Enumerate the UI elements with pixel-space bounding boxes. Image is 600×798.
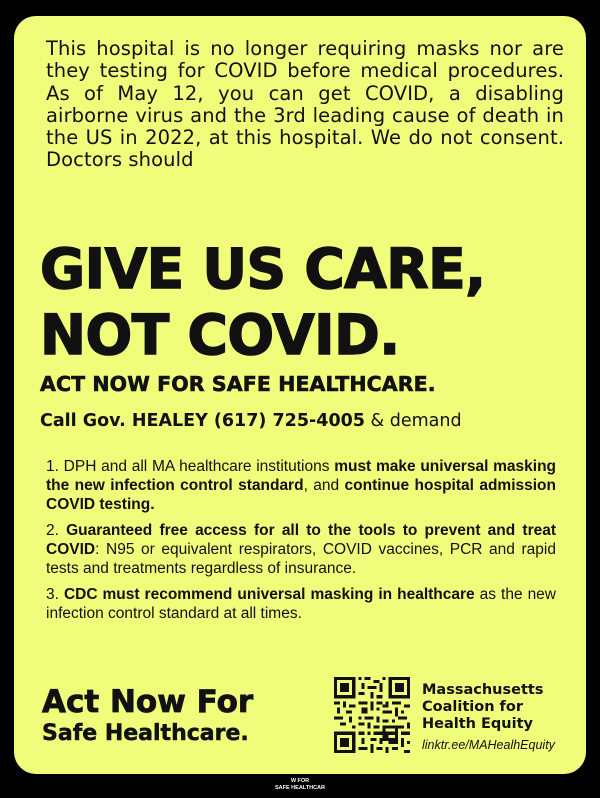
footer-line-2: SAFE HEALTHCAR bbox=[274, 785, 325, 791]
org-name-line-3: Health Equity bbox=[422, 716, 533, 732]
footer-label bbox=[0, 778, 600, 792]
qr-code-icon[interactable] bbox=[334, 677, 410, 753]
demand-text-bold: Guaranteed free access for all to the tools to prevent and treat COVID bbox=[46, 522, 557, 558]
call-line-rest: & demand bbox=[364, 411, 462, 431]
act-now-line-2: Safe Healthcare. bbox=[42, 721, 249, 746]
demand-number: 3. bbox=[46, 586, 64, 603]
call-line-bold: Call Gov. HEALEY (617) 725-4005 bbox=[40, 411, 365, 431]
demand-text-bold: CDC must recommend universal masking in healthcare bbox=[63, 586, 475, 603]
demand-item bbox=[46, 585, 556, 623]
call-line bbox=[40, 411, 580, 431]
demand-number: 1. bbox=[46, 458, 64, 475]
demand-text: : N95 or equivalent respirators, COVID vaccines, PCR and rapid tests and treatments regardless of insurance. bbox=[46, 541, 556, 577]
intro-paragraph: This hospital is no longer requiring masks nor are they testing for COVID before medical procedures. As of May 12, you can get COVID, a disabling airborne virus and the 3rd leading cause of death in the US in 2022, at this hospital. We do not consent. Doctors should bbox=[46, 37, 564, 172]
demand-item bbox=[46, 521, 556, 578]
demand-text: DPH and all MA healthcare institutions bbox=[63, 458, 335, 475]
demand-number: 2. bbox=[46, 522, 67, 539]
poster bbox=[14, 16, 586, 774]
demand-text: as the new infection control standard at all times. bbox=[46, 586, 556, 622]
subhead: ACT NOW FOR SAFE HEALTHCARE. bbox=[40, 372, 436, 396]
headline-line-2: NOT COVID. bbox=[40, 303, 400, 367]
headline-line-1: GIVE US CARE, bbox=[40, 237, 486, 301]
demands-list bbox=[46, 457, 556, 630]
demand-text-bold: must make universal masking the new infection control standard bbox=[46, 458, 557, 494]
org-block bbox=[422, 682, 572, 754]
demand-text-bold: continue hospital admission COVID testing. bbox=[46, 477, 556, 513]
org-link[interactable]: linktr.ee/MAHealhEquity bbox=[422, 738, 555, 752]
org-name-line-2: Coalition for bbox=[422, 699, 523, 715]
footer-line-1: W FOR bbox=[290, 778, 310, 784]
act-now-line-1: Act Now For bbox=[42, 684, 254, 720]
demand-text: , and bbox=[303, 477, 345, 494]
demand-item bbox=[46, 457, 556, 514]
org-name-line-1: Massachusetts bbox=[422, 682, 544, 698]
act-now-block bbox=[42, 684, 253, 748]
